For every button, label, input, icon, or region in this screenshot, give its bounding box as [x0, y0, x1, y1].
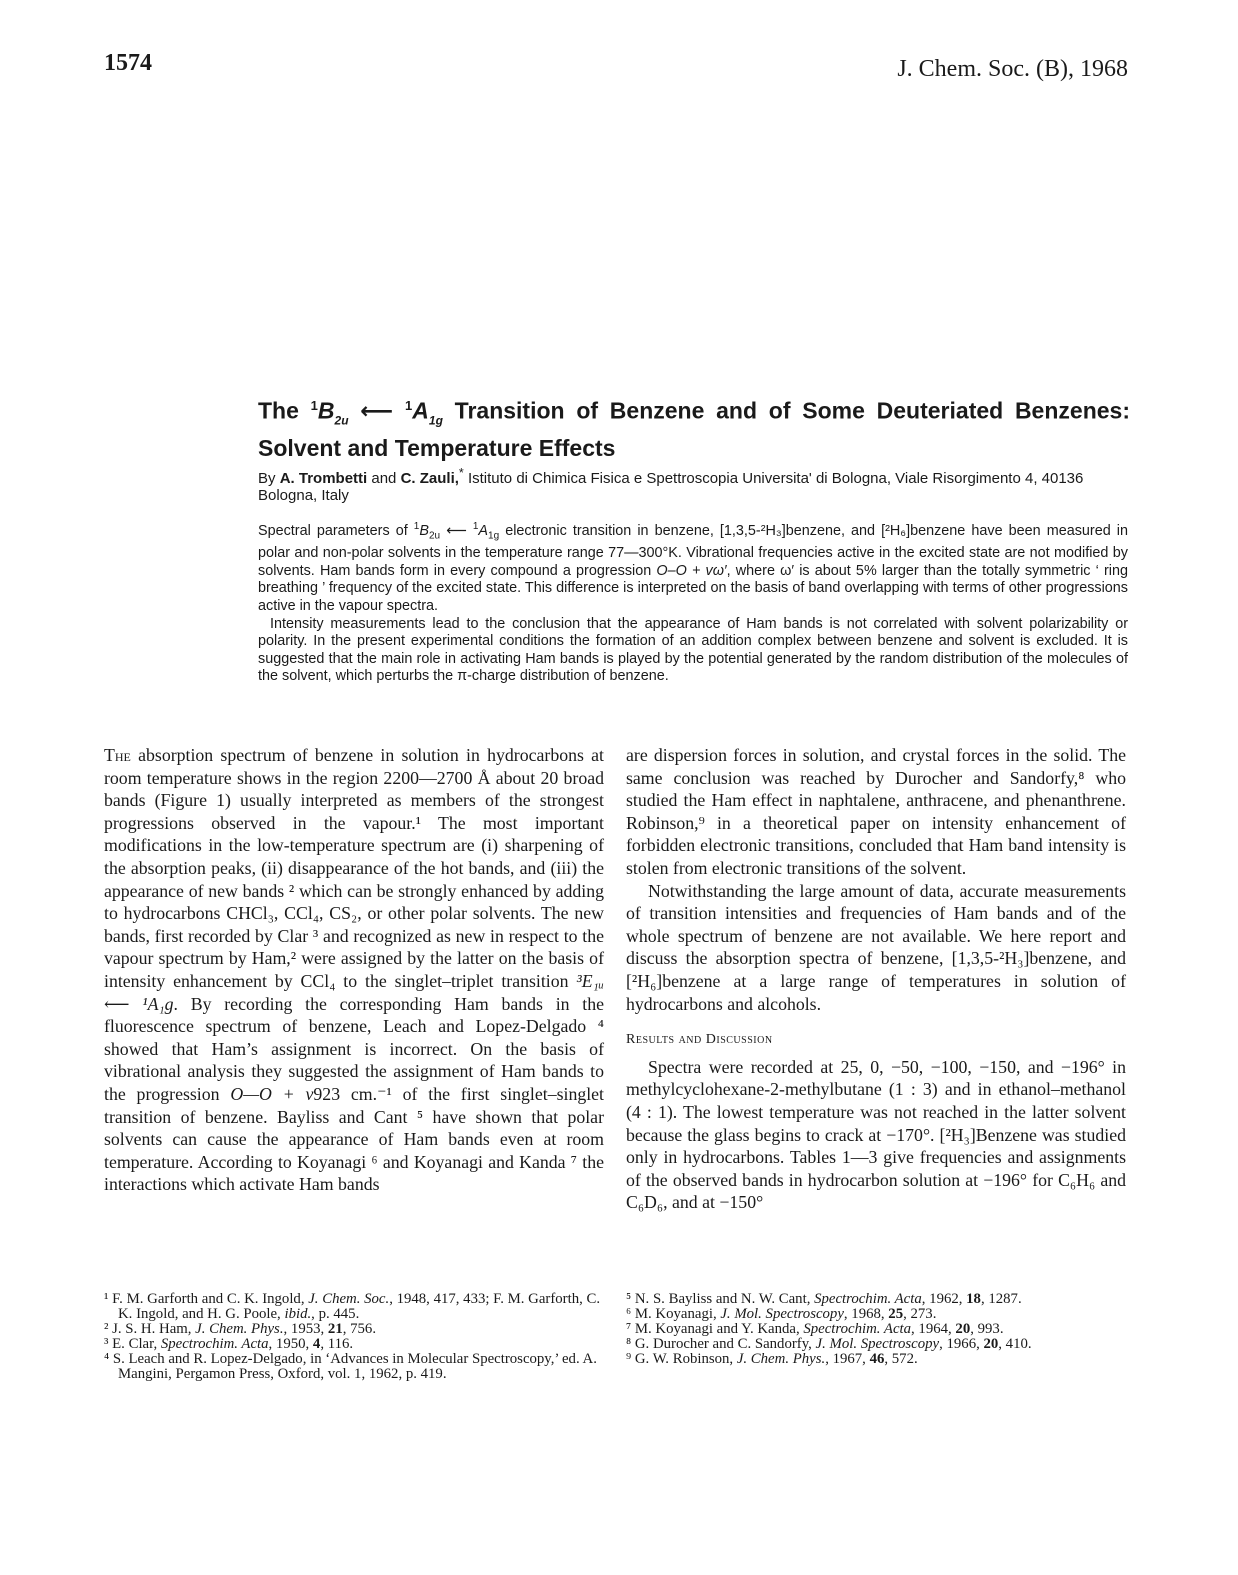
- footnotes-right: [626, 1292, 1126, 1367]
- affiliation: Istituto di Chimica Fisica e Spettroscopia Universita' di Bologna, Viale Risorgimento 4, 40136 Bologna, Italy: [258, 470, 1084, 504]
- footnote-text: , 1962,: [921, 1291, 967, 1307]
- footnote: [626, 1337, 1126, 1352]
- footnote-text: , 756.: [342, 1321, 377, 1337]
- footnote-text: J. S. H. Ham,: [108, 1321, 196, 1337]
- footnote-text: , 1950,: [268, 1336, 313, 1352]
- title-state1-sub: 2u: [334, 413, 349, 428]
- footnote-num: ⁶: [626, 1306, 632, 1322]
- transition-lower: ¹A₁g: [142, 993, 174, 1014]
- abstract-state1: B: [419, 522, 429, 539]
- footnote-journal: J. Chem. Soc.: [308, 1291, 390, 1307]
- footnote: [104, 1337, 604, 1352]
- footnote-text: , 1287.: [980, 1291, 1022, 1307]
- abstract-state1-sub: 2u: [428, 530, 441, 542]
- title-state2-sup: 1: [405, 398, 413, 413]
- footnote-text: M. Koyanagi and Y. Kanda,: [631, 1321, 804, 1337]
- body-right-paragraph-3: Spectra were recorded at 25, 0, −50, −100, −150, and −196° in methylcyclohexane-2-methylbutane (1 : 3) and in ethanol–methanol (4 : 1). The lowest temperature was not reached in the latter solvent because the glass begins to crack at −170°. [²H₃]Benzene was studied only in hydrocarbons. Tables 1—3 give frequencies and assignments of the observed bands in hydrocarbon solution at −196° for C₆H₆ and C₆D₆, and at −150°: [626, 1056, 1126, 1213]
- progression-formula: O—O + v: [230, 1083, 314, 1104]
- drop-word: The: [104, 745, 131, 765]
- body-right-paragraph-1: are dispersion forces in solution, and crystal forces in the solid. The same conclusion was reached by Durocher and Sandorfy,⁸ who studied the Ham effect in naphtalene, anthracene, and phenanthrene. Robinson,⁹ in a theoretical paper on intensity enhancement of forbidden electronic transitions, concluded that Ham band intensity is stolen from electronic transitions of the solvent.: [626, 745, 1126, 878]
- footnote-num: ¹: [104, 1291, 109, 1307]
- footnote: [104, 1322, 604, 1337]
- body-right-paragraph-2: Notwithstanding the large amount of data, accurate measurements of transition intensities and frequencies of Ham bands and of the whole spectrum of benzene are not available. We here report and discuss the absorption spectra of benzene, [1,3,5-²H₃]benzene, and [²H₆]benzene at a large range of temperatures in solution of hydrocarbons and alcohols.: [626, 880, 1126, 1014]
- body-left-paragraph: [104, 744, 604, 1196]
- abstract-state1-sup: 1: [413, 521, 420, 532]
- author-1: A. Trombetti: [279, 470, 368, 487]
- footnote-text: , 572.: [884, 1351, 918, 1367]
- footnote-text: , p. 445.: [311, 1306, 360, 1322]
- footnote-journal: J. Mol. Spectroscopy: [720, 1306, 844, 1322]
- abstract-p1-a: Spectral parameters of: [258, 522, 414, 539]
- footnote-journal: J. Mol. Spectroscopy: [815, 1336, 940, 1352]
- footnote-text: , 993.: [970, 1321, 1004, 1337]
- body-left-text-3: 923 cm.⁻¹ of the first singlet–singlet transition of benzene. Bayliss and Cant ⁵ have shown that polar solvents can cause the appearance of Ham bands even at room temperature. According to Koyanagi ⁶ and Koyanagi and Kanda ⁷ the interactions which activate Ham bands: [104, 1083, 604, 1195]
- footnote-text: , 410.: [998, 1336, 1032, 1352]
- abstract-state2-sub: 1g: [488, 530, 500, 542]
- footnote-journal: ibid.: [284, 1306, 312, 1322]
- footnote-journal: Spectrochim. Acta: [160, 1336, 269, 1352]
- footnote-num: ⁹: [626, 1351, 632, 1367]
- footnote-text: F. M. Garforth and C. K. Ingold,: [108, 1291, 309, 1307]
- page-number: 1574: [104, 50, 152, 76]
- footnote-text: M. Koyanagi,: [631, 1306, 721, 1322]
- abstract-p1-c: O–O + vω′: [656, 562, 727, 579]
- footnote-volume: 46: [869, 1351, 885, 1367]
- body-column-left: [104, 744, 604, 1196]
- footnotes-left: [104, 1292, 604, 1382]
- title-rest: Transition of Benzene and of Some Deuteriated Benzenes: Solvent and Temperature Effects: [258, 397, 1130, 462]
- footnote-text: , 1948, 417, 433; F. M. Garforth, C. K. Ingold, and H. G. Poole,: [118, 1291, 601, 1322]
- footnote-num: ²: [104, 1321, 109, 1337]
- footnote-text: S. Leach and R. Lopez-Delgado, in ‘Advances in Molecular Spectroscopy,’ ed. A. Mangini, Pergamon Press, Oxford, vol. 1, 1962, p. 419.: [109, 1351, 597, 1382]
- footnote: [104, 1352, 604, 1382]
- footnote-num: ⁸: [626, 1336, 632, 1352]
- footnote-volume: 20: [983, 1336, 999, 1352]
- corresponding-star: *: [458, 466, 464, 480]
- footnote-num: ⁵: [626, 1291, 632, 1307]
- authors-line: [258, 465, 1130, 504]
- footnote-num: ⁴: [104, 1351, 110, 1367]
- footnote-journal: J. Chem. Phys.: [195, 1321, 284, 1337]
- authors-and: and: [367, 470, 401, 487]
- footnote: [626, 1292, 1126, 1307]
- footnote: [104, 1292, 604, 1322]
- title-state1-sup: 1: [310, 398, 318, 413]
- footnote-num: ³: [104, 1336, 109, 1352]
- body-left-text-1: absorption spectrum of benzene in solution in hydrocarbons at room temperature shows in the region 2200—2700 Å about 20 broad bands (Figure 1) usually interpreted as members of the strongest progressions observed in the vapour.¹ The most important modifications in the low-temperature spectrum are (i) sharpening of the absorption peaks, (ii) disappearance of the hot bands, and (iii) the appearance of new bands ² which can be strongly enhanced by adding to hydrocarbons CHCl₃, CCl₄, CS₂, or other polar solvents. The new bands, first recorded by Clar ³ and recognized as new in respect to the vapour spectrum by Ham,² were assigned by the latter on the basis of intensity enhancement by CCl₄ to the singlet–triplet transition: [104, 745, 604, 991]
- title-state2-sub: 1g: [428, 413, 443, 428]
- title-state2: A: [412, 397, 429, 424]
- footnote-num: ⁷: [626, 1321, 632, 1337]
- authors-by: By: [258, 470, 280, 487]
- abstract-paragraph-1: [258, 518, 1128, 616]
- journal-header: J. Chem. Soc. (B), 1968: [897, 56, 1128, 82]
- abstract: [258, 518, 1128, 686]
- title-arrow: ⟵: [348, 397, 406, 424]
- footnote-text: , 1964,: [911, 1321, 956, 1337]
- footnote: [626, 1352, 1126, 1367]
- abstract-paragraph-2: Intensity measurements lead to the conclusion that the appearance of Ham bands is not correlated with solvent polarizability or polarity. In the present experimental conditions the formation of an addition complex between benzene and solvent is excluded. It is suggested that the main role in activating Ham bands is played by the potential generated by the random distribution of the molecules of the solvent, which perturbs the π-charge distribution of benzene.: [258, 615, 1128, 685]
- footnote-volume: 20: [955, 1321, 971, 1337]
- footnote-text: , 1967,: [825, 1351, 870, 1367]
- footnote-journal: Spectrochim. Acta: [814, 1291, 922, 1307]
- footnote: [626, 1307, 1126, 1322]
- footnote-text: , 273.: [903, 1306, 937, 1322]
- article-title: [258, 392, 1130, 462]
- abstract-state2: A: [478, 522, 489, 539]
- footnote-text: G. W. Robinson,: [631, 1351, 737, 1367]
- body-column-right: [626, 744, 1126, 1214]
- footnote-text: , 116.: [320, 1336, 354, 1352]
- body-left-text-2: . By recording the corresponding Ham bands in the fluorescence spectrum of benzene, Leach and Lopez-Delgado ⁴ showed that Ham’s assignment is incorrect. On the basis of vibrational analysis they suggested the assignment of Ham bands to the progression: [104, 993, 605, 1104]
- footnote-volume: 25: [888, 1306, 904, 1322]
- section-heading: Results and Discussion: [626, 1032, 773, 1048]
- footnote-volume: 18: [966, 1291, 981, 1307]
- abstract-p1-b: electronic transition in benzene, [1,3,5-²H₃]benzene, and [²H₆]benzene have been measured in polar and non-polar solvents in the temperature range 77—300°K. Vibrational frequencies active in the excited state are not modified by solvents. Ham bands form in every compound a progression: [258, 522, 1128, 579]
- footnote-text: G. Durocher and C. Sandorfy,: [631, 1336, 816, 1352]
- abstract-arrow: ⟵: [440, 522, 473, 539]
- title-state1: B: [317, 397, 335, 424]
- footnote-journal: Spectrochim. Acta: [803, 1321, 912, 1337]
- footnote-journal: J. Chem. Phys.: [736, 1351, 826, 1367]
- abstract-p1-d: , where ω′ is about 5% larger than the totally symmetric ‘ ring breathing ’ frequency of the excited state. This difference is interpreted on the basis of band overlapping with terms of other progressions active in the vapour spectra.: [258, 562, 1128, 615]
- footnote-text: , 1953,: [283, 1321, 328, 1337]
- footnote-volume: 21: [327, 1321, 343, 1337]
- footnote-text: , 1968,: [843, 1306, 889, 1322]
- footnote: [626, 1322, 1126, 1337]
- author-2: C. Zauli,: [400, 470, 459, 487]
- transition-upper: ³E₁ᵤ: [576, 970, 604, 991]
- abstract-state2-sup: 1: [472, 521, 479, 532]
- transition-arrow: ⟵: [104, 993, 143, 1014]
- footnote-text: N. S. Bayliss and N. W. Cant,: [631, 1291, 815, 1307]
- footnote-text: , 1966,: [939, 1336, 984, 1352]
- footnote-text: E. Clar,: [108, 1336, 161, 1352]
- footnote-volume: 4: [312, 1336, 321, 1352]
- title-prefix: The: [258, 397, 299, 424]
